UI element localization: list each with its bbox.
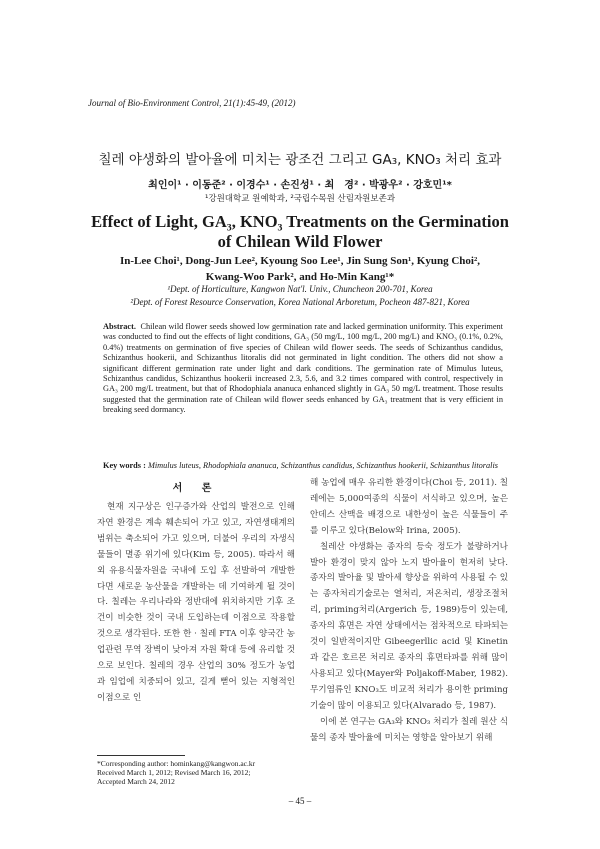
footnote-accepted: Accepted March 24, 2012 [97, 777, 175, 786]
footnote [97, 759, 297, 786]
english-title-line-1: Effect of Light, GA₃, KNO₃ Treatments on the Germination [91, 212, 509, 231]
footnote-received: Received March 1, 2012; Revised March 16, 2012; [97, 768, 251, 777]
english-affiliations [60, 283, 540, 309]
korean-authors: 최인이¹ · 이동준² · 이경수¹ · 손진성¹ · 최 경² · 박광우² · 강호민¹* [148, 180, 452, 191]
page-number: – 45 – [288, 796, 312, 806]
english-title-line-2: of Chilean Wild Flower [217, 232, 383, 251]
footnote-correspondence: *Corresponding author: hominkang@kangwon.ac.kr [97, 759, 256, 768]
section-heading-introduction: 서 론 [172, 483, 220, 494]
abstract-text: Chilean wild flower seeds showed low germination rate and lacked germination uniformity. This experiment was conducted to find out the effects of light conditions, GA₃ (50 mg/L, 100 mg/L, 200 mg/L) and KNO₃ (0.1%, 0.2%, 0.4%) treatments on germination of five species of Chilean wild flower seeds. The seeds of Schizanthus candidus, Schizanthus hookerii, and Schizanthus litoralis did not germinated in light condition. The others did not show a significant different germination rate under light and dark conditions. The germination rate of Mimulus luteus, Schizanthus candidus, Schizanthus hookerii increased 2.3, 5.6, and 3.2 times compared with control, respectively in GA₃ 200 mg/L treatment, but that of Rhodophiala ananuca enhanced slightly in GA₃ 50 mg/L treatment. Those results suggested that the germination rate of Chilean wild flower seeds enhanced by GA₃ treatment that is very efficient in breaking seed dormancy. [103, 322, 503, 415]
left-paragraph: 현재 지구상은 인구증가와 산업의 발전으로 인해 자연 환경은 계속 훼손되어 가고 있고, 자연생태계의 범위는 축소되어 가고 있으며, 더불어 우리의 자생식물들이 멸종 위기에 있다(Kim 등, 2005). 따라서 해외 유용식물자원을 국내에 도입 후 선발하여 개발한다면 새로운 농산물을 개발하는 데 기여하게 될 것이다. 칠레는 우리나라와 정반대에 위치하지만 기후 조건이 비슷한 것이 국내 도입하는데 이점으로 작용할 것으로 생각된다. 또한 한 · 칠레 FTA 이후 양국간 농업관련 무역 장벽이 낮아져 자원 확대 등에 유리할 것으로 보인다. 칠레의 경우 산업의 30% 정도가 농업과 임업에 치중되어 있고, 길게 뻗어 있는 지형적인 이점으로 인 [97, 502, 295, 703]
affiliation-2: ²Dept. of Forest Resource Conservation, Korea National Arboretum, Pocheon 487-821, Korea [130, 297, 470, 307]
left-column [97, 500, 295, 707]
abstract-label: Abstract. [103, 322, 136, 331]
keywords-text: Mimulus luteus, Rhodophiala ananuca, Schizanthus candidus, Schizanthus hookerii, Schizanthus litoralis [147, 461, 499, 470]
footnote-rule [97, 755, 185, 756]
keywords [103, 461, 503, 471]
korean-affiliation: ¹강원대학교 원예학과, ²국립수목원 산림자원보존과 [204, 194, 396, 204]
keywords-label: Key words : [103, 461, 146, 470]
korean-title: 칠레 야생화의 발아율에 미치는 광조건 그리고 GA₃, KNO₃ 처리 효과 [98, 152, 502, 168]
abstract [103, 322, 503, 416]
english-authors [60, 253, 540, 285]
journal-citation: Journal of Bio-Environment Control, 21(1):45-49, (2012) [88, 98, 296, 108]
english-authors-line-1: In-Lee Choi¹, Dong-Jun Lee², Kyoung Soo Lee¹, Jin Sung Son¹, Kyung Choi², [119, 255, 480, 267]
right-paragraph-3: 이에 본 연구는 GA₃와 KNO₃ 처리가 칠레 원산 식물의 종자 발아율에 미치는 영향을 알아보기 위해 [310, 716, 508, 743]
right-paragraph-2: 칠레산 야생화는 종자의 등숙 정도가 불량하거나 발아 환경이 맞지 않아 노지 발아율이 현저히 낮다. 종자의 발아율 및 발아세 향상을 위하여 사용될 수 있는 종자처리기술로는 열처리, 저온처리, 생장조절처리, priming처리(Argerich 등, 1989)등이 있는데, 종자의 휴면은 자연 상태에서는 점차적으로 타파되는 것이 일반적이지만 Gibeegerllic acid 및 Kinetin과 같은 호르몬 처리로 종자의 휴면타파를 위해 많이 사용되고 있다(Mayer와 Poljakoff-Maber, 1982). 무기염류인 KNO₃도 비교적 처리가 용이한 priming 기술이 많이 이용되고 있다(Alvarado 등, 1987). [310, 541, 508, 711]
right-column [310, 476, 508, 746]
english-authors-line-2: Kwang-Woo Park², and Ho-Min Kang¹* [205, 271, 395, 283]
english-title [60, 212, 540, 252]
affiliation-1: ¹Dept. of Horticulture, Kangwon Nat'l. Univ., Chuncheon 200-701, Korea [167, 284, 433, 294]
right-paragraph-1: 해 농업에 매우 유리한 환경이다(Choi 등, 2011). 칠레에는 5,000여종의 식물이 서식하고 있으며, 높은 안데스 산맥을 배경으로 내한성이 높은 식물들이 주를 이루고 있다(Below와 Irina, 2005). [310, 478, 508, 536]
